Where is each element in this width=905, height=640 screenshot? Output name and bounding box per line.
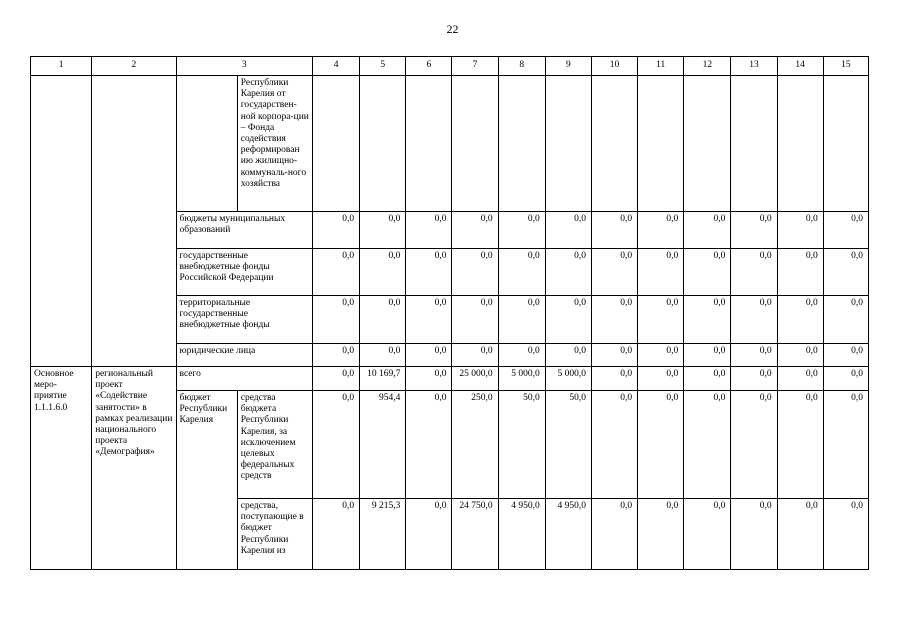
value-cell: 0,0 — [731, 212, 777, 249]
value-cell: 0,0 — [777, 499, 823, 570]
value-cell: 0,0 — [406, 249, 452, 296]
value-cell: 0,0 — [360, 249, 406, 296]
value-cell: 0,0 — [313, 499, 360, 570]
value-cell: 0,0 — [823, 249, 868, 296]
column-header: 3 — [176, 57, 312, 76]
value-cell: 10 169,7 — [360, 367, 406, 391]
value-cell: 0,0 — [313, 367, 360, 391]
value-cell: 0,0 — [406, 212, 452, 249]
source-label: бюджет Республики Карелия — [176, 391, 237, 570]
value-cell: 0,0 — [545, 212, 591, 249]
empty-cell — [731, 76, 777, 212]
value-cell: 0,0 — [777, 296, 823, 344]
empty-cell — [452, 76, 498, 212]
value-cell: 0,0 — [638, 391, 684, 499]
value-cell: 0,0 — [406, 296, 452, 344]
continuation-cell — [92, 76, 176, 367]
value-cell: 0,0 — [823, 367, 868, 391]
value-cell: 0,0 — [360, 344, 406, 367]
value-cell: 0,0 — [360, 296, 406, 344]
value-cell: 0,0 — [452, 212, 498, 249]
value-cell: 0,0 — [313, 296, 360, 344]
value-cell: 0,0 — [313, 344, 360, 367]
value-cell: 0,0 — [406, 499, 452, 570]
empty-cell — [684, 76, 731, 212]
source-sublabel: средства бюджета Республики Карелия, за исключением целевых федеральных средств — [237, 391, 312, 499]
value-cell: 5 000,0 — [498, 367, 545, 391]
value-cell: 0,0 — [823, 499, 868, 570]
column-header: 6 — [406, 57, 452, 76]
value-cell: 0,0 — [591, 296, 637, 344]
value-cell: 0,0 — [452, 296, 498, 344]
measure-name: региональный проект «Содействие занятости» в рамках реализации национального проекта «Демография» — [92, 367, 176, 570]
source-label: бюджеты муниципальных образований — [176, 212, 312, 249]
column-header: 14 — [777, 57, 823, 76]
value-cell: 0,0 — [777, 367, 823, 391]
value-cell: 5 000,0 — [545, 367, 591, 391]
value-cell: 0,0 — [591, 367, 637, 391]
value-cell: 0,0 — [591, 391, 637, 499]
value-cell: 0,0 — [313, 212, 360, 249]
empty-cell — [545, 76, 591, 212]
value-cell: 0,0 — [498, 249, 545, 296]
table-row — [31, 76, 869, 212]
source-label: юридические лица — [176, 344, 312, 367]
measure-code: Основное меро-приятие 1.1.1.6.0 — [31, 367, 92, 570]
value-cell: 0,0 — [684, 499, 731, 570]
value-cell: 0,0 — [731, 344, 777, 367]
empty-cell — [591, 76, 637, 212]
value-cell: 0,0 — [313, 391, 360, 499]
continuation-cell — [176, 76, 237, 212]
source-label: территориальные государственные внебюджетные фонды — [176, 296, 312, 344]
column-header: 2 — [92, 57, 176, 76]
value-cell: 0,0 — [406, 391, 452, 499]
page-number: 22 — [446, 22, 459, 36]
value-cell: 0,0 — [684, 391, 731, 499]
column-header: 10 — [591, 57, 637, 76]
value-cell: 0,0 — [591, 499, 637, 570]
column-header: 5 — [360, 57, 406, 76]
value-cell: 0,0 — [591, 344, 637, 367]
column-header: 4 — [313, 57, 360, 76]
value-cell: 0,0 — [452, 249, 498, 296]
value-cell: 9 215,3 — [360, 499, 406, 570]
column-header: 11 — [638, 57, 684, 76]
value-cell: 0,0 — [731, 499, 777, 570]
value-cell: 0,0 — [777, 249, 823, 296]
value-cell: 0,0 — [823, 391, 868, 499]
value-cell: 4 950,0 — [545, 499, 591, 570]
value-cell: 0,0 — [498, 296, 545, 344]
value-cell: 4 950,0 — [498, 499, 545, 570]
empty-cell — [823, 76, 868, 212]
empty-cell — [498, 76, 545, 212]
source-label: государственные внебюджетные фонды Российской Федерации — [176, 249, 312, 296]
value-cell: 0,0 — [545, 344, 591, 367]
value-cell: 0,0 — [684, 212, 731, 249]
value-cell: 0,0 — [498, 212, 545, 249]
source-sublabel: Республики Карелия от государствен-ной корпора-ции – Фонда содействия реформирован ию жилищно-коммуналь-ного хозяйства — [237, 76, 312, 212]
value-cell: 0,0 — [731, 296, 777, 344]
value-cell: 0,0 — [777, 212, 823, 249]
value-cell: 0,0 — [823, 344, 868, 367]
column-header: 7 — [452, 57, 498, 76]
empty-cell — [777, 76, 823, 212]
empty-cell — [638, 76, 684, 212]
table-row — [31, 367, 869, 391]
value-cell: 0,0 — [591, 212, 637, 249]
value-cell: 0,0 — [684, 344, 731, 367]
value-cell: 0,0 — [360, 212, 406, 249]
value-cell: 0,0 — [452, 344, 498, 367]
column-header: 15 — [823, 57, 868, 76]
source-label: всего — [176, 367, 312, 391]
value-cell: 0,0 — [638, 296, 684, 344]
value-cell: 0,0 — [591, 249, 637, 296]
column-header: 8 — [498, 57, 545, 76]
value-cell: 0,0 — [638, 499, 684, 570]
column-header: 12 — [684, 57, 731, 76]
value-cell: 0,0 — [731, 249, 777, 296]
value-cell: 954,4 — [360, 391, 406, 499]
empty-cell — [360, 76, 406, 212]
value-cell: 0,0 — [823, 296, 868, 344]
value-cell: 0,0 — [684, 249, 731, 296]
value-cell: 0,0 — [638, 249, 684, 296]
value-cell: 0,0 — [406, 344, 452, 367]
table-header-row — [31, 57, 869, 76]
value-cell: 50,0 — [498, 391, 545, 499]
value-cell: 24 750,0 — [452, 499, 498, 570]
value-cell: 0,0 — [731, 367, 777, 391]
value-cell: 25 000,0 — [452, 367, 498, 391]
value-cell: 0,0 — [406, 367, 452, 391]
column-header: 9 — [545, 57, 591, 76]
value-cell: 0,0 — [777, 391, 823, 499]
value-cell: 0,0 — [684, 296, 731, 344]
empty-cell — [313, 76, 360, 212]
value-cell: 0,0 — [638, 344, 684, 367]
column-header: 1 — [31, 57, 92, 76]
column-header: 13 — [731, 57, 777, 76]
continuation-cell — [31, 76, 92, 367]
empty-cell — [406, 76, 452, 212]
value-cell: 250,0 — [452, 391, 498, 499]
value-cell: 50,0 — [545, 391, 591, 499]
value-cell: 0,0 — [823, 212, 868, 249]
value-cell: 0,0 — [731, 391, 777, 499]
value-cell: 0,0 — [545, 249, 591, 296]
budget-table — [30, 56, 869, 570]
value-cell: 0,0 — [638, 367, 684, 391]
value-cell: 0,0 — [498, 344, 545, 367]
value-cell: 0,0 — [684, 367, 731, 391]
value-cell: 0,0 — [313, 249, 360, 296]
value-cell: 0,0 — [638, 212, 684, 249]
value-cell: 0,0 — [545, 296, 591, 344]
source-sublabel: средства, поступающие в бюджет Республики Карелия из — [237, 499, 312, 570]
value-cell: 0,0 — [777, 344, 823, 367]
